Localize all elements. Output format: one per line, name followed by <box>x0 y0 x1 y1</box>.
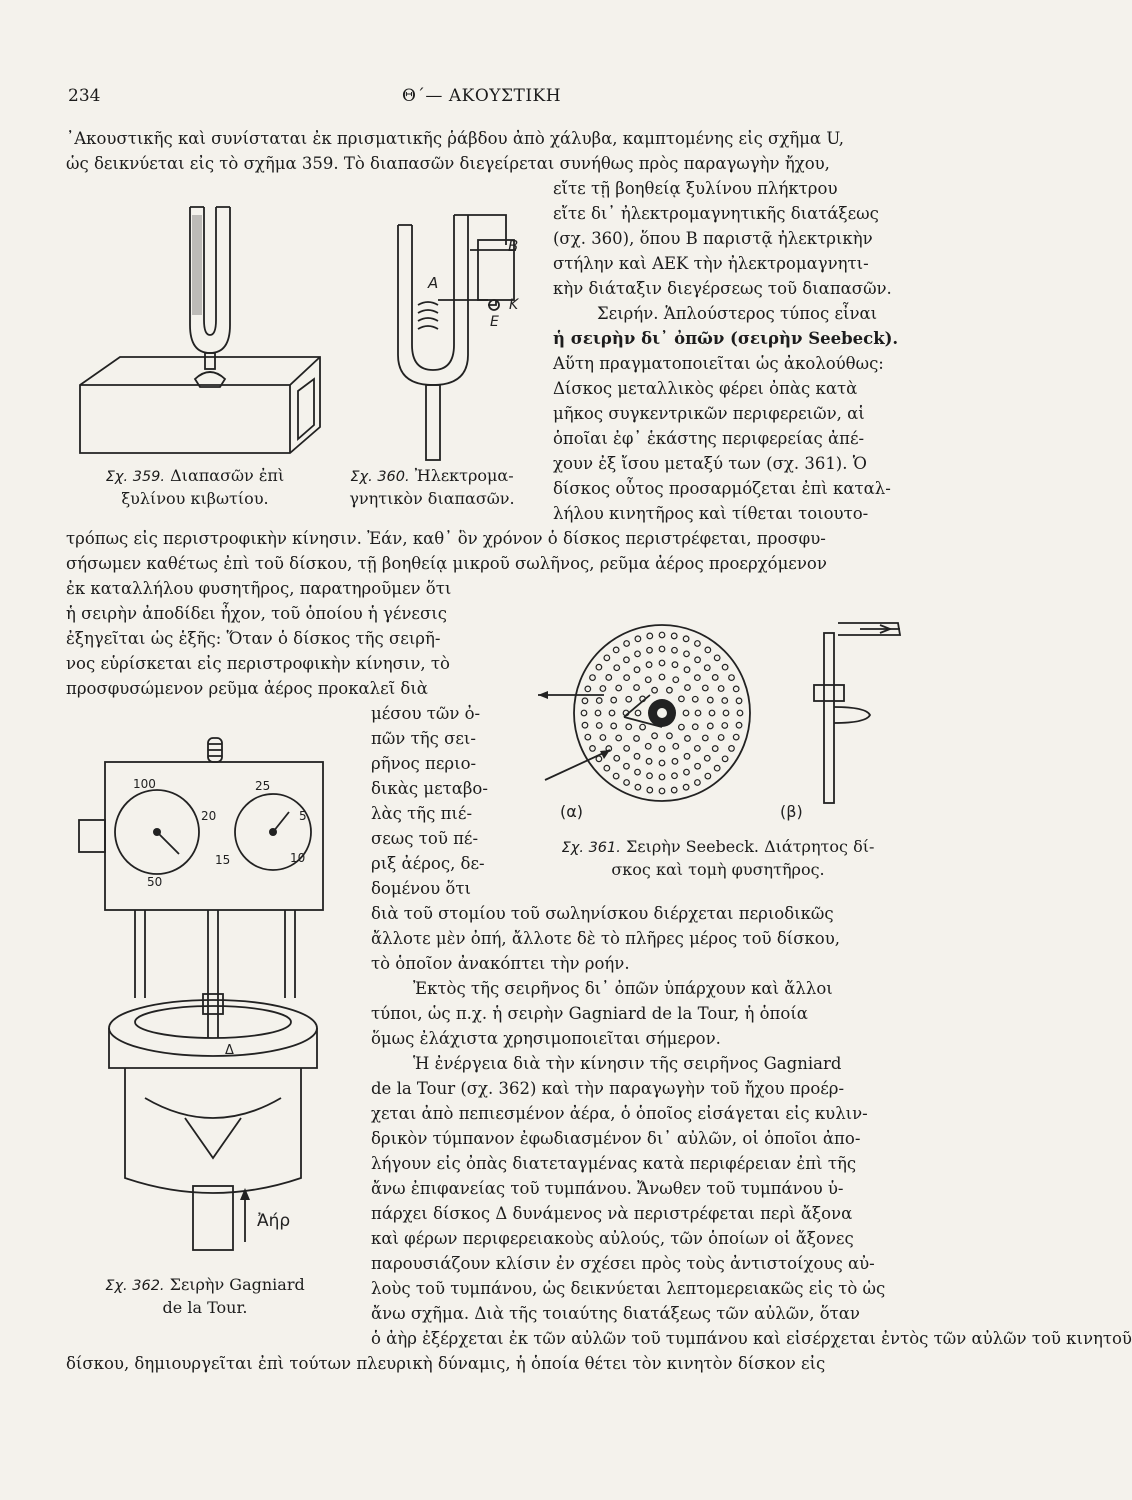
disc-hole <box>672 758 678 764</box>
text-line: ἄλλοτε μὲν ὀπή, ἄλλοτε δὲ τὸ πλῆρες μέρος τοῦ δίσκου, <box>371 929 841 948</box>
caption-361-line2: σκος καὶ τομὴ φυσητῆρος. <box>611 860 825 879</box>
disc-hole <box>659 788 665 794</box>
page-number: 234 <box>68 86 101 106</box>
disc-hole <box>707 723 713 729</box>
text-line: Δίσκος μεταλλικὸς φέρει ὀπὰς κατὰ <box>553 379 858 398</box>
disc-hole <box>624 675 630 681</box>
text-line: Ἐκτὸς τῆς σειρῆνος δι᾿ ὀπῶν ὑπάρχουν καὶ ἄλλοι <box>413 979 833 998</box>
disc-hole <box>645 677 651 683</box>
disc-hole <box>624 641 630 647</box>
disc-hole <box>635 651 641 657</box>
disc-hole <box>703 735 709 741</box>
disc-hole <box>695 763 701 769</box>
label-b-panel: (β) <box>780 802 803 821</box>
disc-hole <box>672 662 678 668</box>
text-line: ὁποῖαι ἐφ᾿ ἑκάστης περιφερείας ἀπέ- <box>553 429 865 448</box>
disc-hole <box>683 636 689 642</box>
dial-left-100: 100 <box>133 777 156 791</box>
disc-hole <box>671 787 677 793</box>
disc-hole <box>684 667 690 673</box>
disc-hole <box>695 675 701 681</box>
text-line: δικὰς μεταβο- <box>371 779 488 798</box>
disc-hole <box>614 665 620 671</box>
text-line: σήσωμεν καθέτως ἐπὶ τοῦ δίσκου, τῇ βοηθείᾳ μικροῦ σωλῆνος, ρεῦμα ἀέρος προερχόμενον <box>66 554 827 573</box>
caption-360 <box>318 465 546 509</box>
disc-hole <box>634 667 640 673</box>
caption-360-label: Σχ. 360. <box>350 469 410 485</box>
disc-hole <box>624 780 630 786</box>
text-line: χεται ἀπὸ πεπιεσμένον ἀέρα, ὁ ὁποῖος εἰσάγεται εἰς κυλιν- <box>371 1104 868 1123</box>
dial-right-5: 5 <box>299 809 307 823</box>
disc-hole <box>635 769 641 775</box>
disc-hole <box>609 710 615 716</box>
disc-hole <box>600 735 606 741</box>
disc-hole <box>590 675 596 681</box>
text-line: διὰ τοῦ στομίου τοῦ σωληνίσκου διέρχεται περιοδικῶς <box>371 904 834 923</box>
text-line: ᾿Ακουστικῆς καὶ συνίσταται ἐκ πρισματικῆς ῥάβδου ἀπὸ χάλυβα, καμπτομένης εἰς σχῆμα U, <box>66 129 844 148</box>
label-e: E <box>490 314 499 330</box>
disc-hole <box>600 686 606 692</box>
text-line: εἴτε τῇ βοηθείᾳ ξυλίνου πλήκτρου <box>553 179 838 198</box>
disc-hole <box>624 763 630 769</box>
disc-hole <box>733 734 739 740</box>
text-line: πῶν τῆς σει- <box>371 729 476 748</box>
caption-359-line1: Διαπασῶν ἐπὶ <box>170 466 285 485</box>
disc-hole <box>712 675 718 681</box>
text-line: τύποι, ὡς π.χ. ἡ σειρὴν Gagniard de la Tour, ἡ ὁποία <box>371 1004 808 1023</box>
disc-hole <box>695 641 701 647</box>
disc-hole <box>722 756 728 762</box>
disc-hole <box>729 746 735 752</box>
text-line: ἡ σειρὴν ἀποδίδει ἦχον, τοῦ ὁποίου ἡ γένεσις <box>66 604 447 623</box>
disc-hole <box>712 746 718 752</box>
dial-right-25: 25 <box>255 779 271 793</box>
disc-hole <box>733 686 739 692</box>
disc-hole <box>684 769 690 775</box>
caption-359-line2: ξυλίνου κιβωτίου. <box>121 489 269 508</box>
disc-hole <box>723 710 729 716</box>
disc-hole <box>624 746 630 752</box>
disc-hole <box>704 665 710 671</box>
disc-hole <box>647 773 653 779</box>
text-line: ὡς δεικνύεται εἰς τὸ σχῆμα 359. Τὸ διαπασῶν διεγείρεται συνήθως πρὸς παραγωγὴν ἤχου, <box>66 154 830 173</box>
disc-hole <box>673 743 679 749</box>
figure-361-seebeck-disc <box>530 615 910 825</box>
disc-hole <box>695 780 701 786</box>
disc-hole <box>685 736 691 742</box>
caption-361-label: Σχ. 361. <box>561 840 621 856</box>
disc-hole <box>595 710 601 716</box>
disc-hole <box>582 722 588 728</box>
text-line: χουν ἐξ ἴσου μεταξύ των (σχ. 361). Ὁ <box>553 454 867 473</box>
disc-hole <box>692 724 698 730</box>
disc-hole <box>722 698 728 704</box>
disc-hole <box>703 685 709 691</box>
caption-362-line2: de la Tour. <box>162 1298 248 1317</box>
text-line: παρουσιάζουν κλίσιν ἐν σχέσει πρὸς τοὺς ἀντιστοίχους αὐ- <box>371 1254 875 1273</box>
disc-hole <box>582 698 588 704</box>
disc-hole <box>667 687 673 693</box>
caption-360-line1: Ἠλεκτρομα- <box>414 466 514 485</box>
disc-hole <box>705 773 711 779</box>
disc-hole <box>596 664 602 670</box>
disc-hole <box>626 724 632 730</box>
disc-hole <box>652 733 658 739</box>
disc-hole <box>624 657 630 663</box>
text-line: de la Tour (σχ. 362) καὶ τὴν παραγωγὴν τοῦ ἤχου προέρ- <box>371 1079 845 1098</box>
disc-hole <box>714 765 720 771</box>
text-line: λήλου κινητῆρος καὶ τίθεται τοιουτο- <box>553 504 869 523</box>
disc-hole <box>646 662 652 668</box>
dial-left-20: 20 <box>201 809 217 823</box>
text-line: δίσκος οὗτος προσαρμόζεται ἐπὶ καταλ- <box>553 479 891 498</box>
disc-hole <box>704 755 710 761</box>
text-line: ἡ σειρὴν δι᾿ ὀπῶν (σειρὴν Seebeck). <box>553 329 899 348</box>
dial-right-10: 10 <box>290 851 306 865</box>
text-line: τρόπως εἰς περιστροφικὴν κίνησιν. Ἐάν, καθ᾿ ὃν χρόνον ὁ δίσκος περιστρέφεται, προσφυ- <box>66 529 826 548</box>
disc-hole <box>659 674 665 680</box>
disc-hole <box>729 675 735 681</box>
text-line: εἴτε δι᾿ ἠλεκτρομαγνητικῆς διατάξεως <box>553 204 879 223</box>
text-line: Αὕτη πραγματοποιεῖται ὡς ἀκολούθως: <box>553 354 884 373</box>
disc-hole <box>645 743 651 749</box>
disc-hole <box>613 647 619 653</box>
disc-hole <box>634 685 640 691</box>
disc-hole <box>634 736 640 742</box>
disc-hole <box>736 722 742 728</box>
figure-359-tuning-fork-box <box>70 195 330 455</box>
label-delta: Δ <box>225 1043 234 1058</box>
disc-hole <box>596 698 602 704</box>
caption-362 <box>55 1274 355 1318</box>
disc-hole <box>585 734 591 740</box>
disc-hole <box>709 710 715 716</box>
disc-hole <box>684 651 690 657</box>
text-line: μέσου τῶν ὀ- <box>371 704 481 723</box>
label-b: B <box>508 237 519 255</box>
label-k: K <box>509 297 519 313</box>
disc-hole <box>718 686 724 692</box>
disc-hole <box>585 686 591 692</box>
text-line: ριξ ἀέρος, δε- <box>371 854 485 873</box>
disc-hole <box>722 664 728 670</box>
disc-hole <box>635 784 641 790</box>
disc-hole <box>673 677 679 683</box>
disc-hole <box>647 633 653 639</box>
text-line: ὁ ἀὴρ ἐξέρχεται ἐκ τῶν αὐλῶν τοῦ τυμπάνου καὶ εἰσέρχεται ἐντὸς τῶν αὐλῶν τοῦ κινητοῦ <box>371 1329 1132 1348</box>
disc-hole <box>683 784 689 790</box>
disc-hole <box>679 724 685 730</box>
caption-361-line1: Σειρὴν Seebeck. Διάτρητος δί- <box>625 837 875 856</box>
disc-hole <box>616 685 622 691</box>
disc-hole <box>737 710 743 716</box>
disc-hole <box>647 647 653 653</box>
text-line: καὶ φέρων περιφερειακοὺς αὐλούς, τῶν ὁποίων οἱ ἄξονες <box>371 1229 854 1248</box>
disc-hole <box>707 697 713 703</box>
disc-hole <box>616 735 622 741</box>
disc-hole <box>640 724 646 730</box>
text-line: ἄνω σχῆμα. Διὰ τῆς τοιαύτης διατάξεως τῶν αὐλῶν, ὅταν <box>371 1304 860 1323</box>
text-line: σεως τοῦ πέ- <box>371 829 479 848</box>
text-line: δομένου ὅτι <box>371 879 471 898</box>
figure-360-electromagnetic-fork <box>378 205 538 465</box>
disc-hole <box>659 632 665 638</box>
disc-hole <box>611 697 617 703</box>
text-line: ὅμως ἐλάχιστα χρησιμοποιεῖται σήμερον. <box>371 1029 721 1048</box>
text-line: Σειρήν. Ἁπλούστερος τύπος εἶναι <box>597 304 878 323</box>
disc-hole <box>604 655 610 661</box>
disc-hole <box>679 696 685 702</box>
text-line: στήλην καὶ ΑΕΚ τὴν ἠλεκτρομαγνητι- <box>553 254 869 273</box>
dial-left-15: 15 <box>215 853 231 867</box>
disc-hole <box>705 647 711 653</box>
disc-hole <box>695 657 701 663</box>
label-a-panel: (α) <box>560 802 584 821</box>
running-header: Θ΄— ΑΚΟΥΣΤΙΚΗ <box>402 86 562 106</box>
disc-hole <box>718 735 724 741</box>
dial-left-50: 50 <box>147 875 163 889</box>
disc-hole <box>604 765 610 771</box>
disc-hole <box>611 723 617 729</box>
disc-hole <box>626 696 632 702</box>
disc-hole <box>635 636 641 642</box>
label-air: Ἀήρ <box>257 1211 291 1231</box>
disc-hole <box>596 723 602 729</box>
disc-hole <box>659 646 665 652</box>
caption-362-label: Σχ. 362. <box>105 1278 165 1294</box>
text-line: νος εὑρίσκεται εἰς περιστροφικὴν κίνησιν, τὸ <box>66 654 450 673</box>
text-line: ἐξηγεῖται ὡς ἑξῆς: Ὅταν ὁ δίσκος τῆς σειρῆ- <box>66 629 441 648</box>
disc-hole <box>614 755 620 761</box>
text-line: ἐκ καταλλήλου φυσητῆρος, παρατηροῦμεν ὅτι <box>66 579 452 598</box>
text-line: προσφυσώμενον ρεῦμα ἀέρος προκαλεῖ διὰ <box>66 679 428 698</box>
disc-hole <box>652 687 658 693</box>
disc-hole <box>659 760 665 766</box>
text-line: (σχ. 360), ὅπου Β παριστᾷ ἠλεκτρικὴν <box>553 229 873 248</box>
disc-hole <box>672 773 678 779</box>
text-line: ἄνω ἐπιφανείας τοῦ τυμπάνου. Ἄνωθεν τοῦ τυμπάνου ὑ- <box>371 1179 844 1198</box>
text-line: λοὺς τοῦ τυμπάνου, ὡς δεικνύεται λεπτομερειακῶς εἰς τὸ ὡς <box>371 1279 886 1298</box>
caption-359 <box>55 465 335 509</box>
disc-hole <box>634 754 640 760</box>
disc-hole <box>659 660 665 666</box>
disc-hole <box>683 710 689 716</box>
caption-361 <box>512 836 924 880</box>
disc-hole <box>659 746 665 752</box>
disc-hole <box>606 675 612 681</box>
disc-hole <box>671 633 677 639</box>
caption-362-line1: Σειρὴν Gagniard <box>169 1275 305 1294</box>
disc-hole <box>581 710 587 716</box>
disc-hole <box>685 685 691 691</box>
text-line: μῆκος συγκεντρικῶν περιφερειῶν, αἱ <box>553 404 865 423</box>
caption-360-line2: γνητικὸν διαπασῶν. <box>349 489 515 508</box>
disc-hole <box>667 733 673 739</box>
disc-hole <box>714 655 720 661</box>
disc-hole <box>684 754 690 760</box>
disc-hole <box>659 774 665 780</box>
disc-hole <box>647 787 653 793</box>
text-line: δρικὸν τύμπανον ἐφωδιασμένον δι᾿ αὐλῶν, οἱ ὁποῖοι ἀπο- <box>371 1129 861 1148</box>
disc-hole <box>635 710 641 716</box>
text-line: πάρχει δίσκος Δ δυνάμενος νὰ περιστρέφεται περὶ ἄξονα <box>371 1204 853 1223</box>
text-line: τὸ ὁποῖον ἀνακόπτει τὴν ροήν. <box>371 954 630 973</box>
disc-hole <box>695 710 701 716</box>
disc-hole <box>722 723 728 729</box>
text-line: κὴν διάταξιν διεγέρσεως τοῦ διαπασῶν. <box>553 279 892 298</box>
caption-359-label: Σχ. 359. <box>105 469 166 485</box>
disc-hole <box>736 698 742 704</box>
label-a: A <box>428 274 439 292</box>
text-line: ρῆνος περιο- <box>371 754 477 773</box>
text-line: λήγουν εἰς ὀπὰς διατεταγμένας κατὰ περιφέρειαν ἐπὶ τῆς <box>371 1154 857 1173</box>
text-line: δίσκου, δημιουργεῖται ἐπὶ τούτων πλευρικὴ δύναμις, ἡ ὁποία θέτει τὸν κινητὸν δίσκον εἰς <box>66 1354 826 1373</box>
text-line: λὰς τῆς πιέ- <box>371 804 473 823</box>
disc-hole <box>672 647 678 653</box>
text-line: Ἡ ἐνέργεια διὰ τὴν κίνησιν τῆς σειρῆνος Gagniard <box>413 1054 842 1073</box>
disc-hole <box>590 746 596 752</box>
figure-362-gagniard-siren <box>75 738 325 1250</box>
disc-hole <box>692 696 698 702</box>
disc-hole <box>695 746 701 752</box>
disc-hole <box>646 758 652 764</box>
disc-hole <box>613 773 619 779</box>
